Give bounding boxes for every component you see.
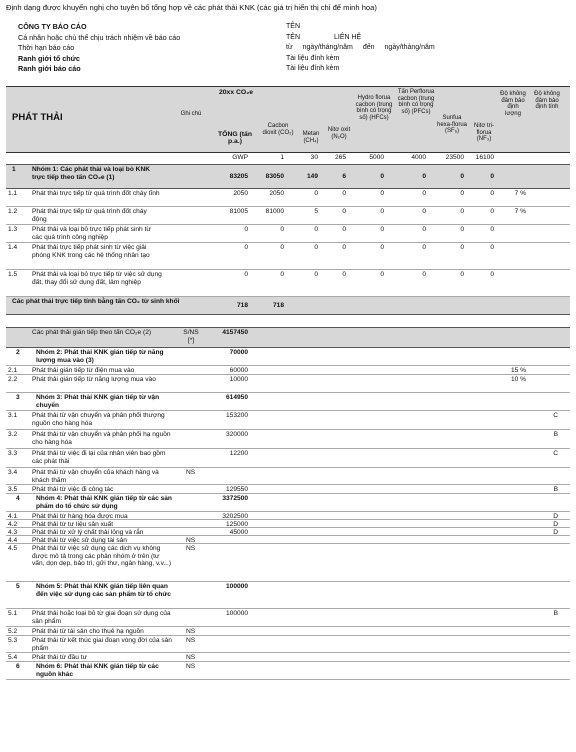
table-row xyxy=(6,366,570,375)
cell-n2o: 0 xyxy=(342,244,346,251)
cell-nf3: 0 xyxy=(490,226,494,233)
table-row xyxy=(6,375,570,393)
cell-total: 60000 xyxy=(229,367,248,374)
header-hfc: Hydro florua cacbon (trung bình có trọng số) (HFCs) xyxy=(355,95,393,121)
row-description: Phát thải từ tài sản cho thuê hạ nguồn xyxy=(32,628,144,635)
row-index: 2 xyxy=(16,349,20,356)
table-row xyxy=(6,520,570,528)
cell-nf3: 0 xyxy=(490,271,494,278)
row-description: Phát thải trực tiếp phát sinh từ việc giải phóng KNK trong các hệ thống nhân tạo xyxy=(32,244,150,259)
period-to-date: ngày/tháng/năm xyxy=(384,44,435,52)
cell-nf3: 0 xyxy=(490,244,494,251)
cell-sns: NS xyxy=(186,469,196,476)
row-index: 3.4 xyxy=(8,469,18,476)
table-row xyxy=(6,430,570,449)
row-description: Nhóm 5: Phát thải KNK gián tiếp liên quan đến việc sử dụng các sản phẩm từ tổ chức xyxy=(36,583,171,598)
cell-ch4: 149 xyxy=(306,173,318,180)
cell-sf6: 0 xyxy=(460,244,464,251)
indirect-header-total: 4157450 xyxy=(222,329,248,336)
cell-sns: NS xyxy=(186,663,196,670)
table-row xyxy=(6,636,570,653)
section-gap xyxy=(6,315,570,327)
cell-total: 100000 xyxy=(225,610,248,617)
group-row xyxy=(6,662,570,680)
group-row xyxy=(6,165,570,189)
header-title: PHÁT THẢI xyxy=(12,112,63,123)
row-index: 5.1 xyxy=(8,610,18,617)
cell-hfc: 0 xyxy=(380,208,384,215)
period-to: đến xyxy=(362,44,375,52)
cell-ch4: 0 xyxy=(314,244,318,251)
cell-hfc: 0 xyxy=(380,244,384,251)
row-index: 3.2 xyxy=(8,431,18,438)
header-year: 20xx CO₂e xyxy=(218,89,253,96)
cell-ut: D xyxy=(553,521,558,528)
cell-hfc: 0 xyxy=(380,190,384,197)
company-row xyxy=(18,22,558,33)
cell-n2o: 0 xyxy=(342,190,346,197)
org-boundary-row xyxy=(18,54,558,65)
cell-total: 3202500 xyxy=(222,513,248,520)
cell-sns: NS xyxy=(186,628,196,635)
row-description: Phát thải từ việc sử dụng các dịch vụ không được mô tả trong các phân nhóm ở trên (tư vấn, dọn dẹp, bảo trì, gửi thư, ngân hàng, v.v...) xyxy=(32,545,172,568)
table-row xyxy=(6,528,570,536)
cell-pfc: 0 xyxy=(422,271,426,278)
responsible-name: TÊN xyxy=(286,33,300,41)
cell-total: 0 xyxy=(244,226,248,233)
row-index: 1.1 xyxy=(8,190,18,197)
row-index: 4.3 xyxy=(8,529,18,536)
cell-nf3: 0 xyxy=(490,190,494,197)
row-index: 4.4 xyxy=(8,537,18,544)
cell-total: 129550 xyxy=(225,486,248,493)
row-description: Phát thải từ hàng hóa được mua xyxy=(32,513,128,520)
row-description: Phát thải từ vận chuyển và phân phối hạ nguồn cho hàng hóa xyxy=(32,431,171,446)
cell-total: 70000 xyxy=(229,349,248,356)
row-description: Phát thải hoặc loại bỏ từ giai đoạn sử dụng của sản phẩm xyxy=(32,610,171,625)
cell-pfc: 0 xyxy=(422,173,426,180)
cell-ut: C xyxy=(553,450,558,457)
row-index: 5 xyxy=(16,583,20,590)
gwp-label: GWP xyxy=(232,154,248,161)
cell-ch4: 0 xyxy=(314,271,318,278)
report-boundary-label: Ranh giới báo cáo xyxy=(18,64,81,74)
cell-sns: NS xyxy=(186,545,196,552)
cell-pfc: 0 xyxy=(422,244,426,251)
header-nf3: Nitơ tri-florua (NF₃) xyxy=(474,123,494,143)
row-index: 3.5 xyxy=(8,486,18,493)
table-row xyxy=(6,411,570,430)
row-description: Phát thải từ kết thúc giai đoạn vòng đời của sản phẩm xyxy=(32,637,172,652)
header-ch4: Metan (CH₄) xyxy=(302,131,320,144)
cell-n2o: 6 xyxy=(342,173,346,180)
group-row xyxy=(6,582,570,609)
gwp-n2o: 265 xyxy=(334,154,346,161)
row-index: 3.1 xyxy=(8,412,18,419)
biogenic-co2: 718 xyxy=(272,302,284,309)
row-description: Nhóm 3: Phát thải KNK gián tiếp từ vận chuyển xyxy=(36,394,160,409)
cell-total: 12200 xyxy=(229,450,248,457)
row-description: Phát thải từ vận chuyển của khách hàng và khách thăm xyxy=(32,469,159,484)
report-boundary-row xyxy=(18,64,558,75)
cell-total: 3372500 xyxy=(222,495,248,502)
table-row xyxy=(6,609,570,627)
table-row xyxy=(6,485,570,494)
row-description: Phát thải từ vận chuyển và phân phối thượng nguồn cho hàng hóa xyxy=(32,412,165,427)
cell-n2o: 0 xyxy=(342,226,346,233)
table-row xyxy=(6,189,570,207)
cell-nf3: 0 xyxy=(490,173,494,180)
cell-total: 81005 xyxy=(229,208,248,215)
row-index: 3.3 xyxy=(8,450,18,457)
header-total: TỔNG (tấn p.a.) xyxy=(218,131,252,146)
cell-total: 45000 xyxy=(229,529,248,536)
cell-sf6: 0 xyxy=(460,271,464,278)
table-row xyxy=(6,207,570,225)
gwp-sf6: 23500 xyxy=(445,154,464,161)
row-description: Phát thải từ đầu tư xyxy=(32,654,88,661)
period-row xyxy=(18,43,558,54)
cell-total: 100000 xyxy=(225,583,248,590)
emissions-table xyxy=(6,86,570,680)
group-row xyxy=(6,494,570,512)
row-description: Phát thải trực tiếp từ quá trình đốt cháy tĩnh xyxy=(32,190,160,197)
row-description: Phát thải từ tư liệu sản xuất xyxy=(32,521,114,528)
cell-sns: NS xyxy=(186,637,196,644)
cell-hfc: 0 xyxy=(380,271,384,278)
row-index: 2.1 xyxy=(8,367,18,374)
row-index: 1.4 xyxy=(8,244,18,251)
responsible-label: Cá nhân hoặc chủ thể chịu trách nhiệm về báo cáo xyxy=(18,32,181,42)
row-description: Phát thải từ việc sử dụng tài sản xyxy=(32,537,127,544)
cell-ch4: 0 xyxy=(314,190,318,197)
row-index: 1.5 xyxy=(8,271,18,278)
cell-total: 10000 xyxy=(229,376,248,383)
indirect-header-row xyxy=(6,327,570,348)
cell-total: 0 xyxy=(244,271,248,278)
row-index: 5.3 xyxy=(8,637,18,644)
responsible-row xyxy=(18,33,558,44)
row-index: 5.2 xyxy=(8,628,18,635)
cell-total: 83205 xyxy=(229,173,248,180)
cell-ch4: 5 xyxy=(314,208,318,215)
row-description: Phát thải từ xử lý chất thải lỏng và rắn xyxy=(32,529,144,536)
cell-co2: 0 xyxy=(280,271,284,278)
row-index: 4 xyxy=(16,495,20,502)
table-row xyxy=(6,627,570,636)
table-row xyxy=(6,653,570,662)
row-description: Nhóm 6: Phát thải KNK gián tiếp từ các nguồn khác xyxy=(36,663,159,678)
cell-co2: 2050 xyxy=(269,190,284,197)
gwp-hfc: 5000 xyxy=(369,154,384,161)
table-row xyxy=(6,270,570,297)
row-index: 1 xyxy=(12,166,16,173)
row-description: Nhóm 2: Phát thải KNK gián tiếp từ năng lượng mua vào (3) xyxy=(36,349,164,364)
cell-total: 2050 xyxy=(233,190,248,197)
row-description: Phát thải gián tiếp từ năng lượng mua vào xyxy=(32,376,156,383)
org-boundary-label: Ranh giới tổ chức xyxy=(18,53,80,63)
row-index: 3 xyxy=(16,394,20,401)
row-description: Phát thải gián tiếp từ điện mua vào xyxy=(32,367,135,374)
header-co2: Cacbon dioxit (CO₂) xyxy=(262,123,294,136)
company-value: TÊN xyxy=(286,23,300,31)
cell-ut: D xyxy=(553,529,558,536)
group-row xyxy=(6,393,570,411)
row-index: 4.1 xyxy=(8,513,18,520)
row-description: Nhóm 4: Phát thải KNK gián tiếp từ các sản phẩm do tổ chức sử dụng xyxy=(36,495,172,510)
table-row xyxy=(6,449,570,468)
table-row xyxy=(6,468,570,485)
cell-ut: B xyxy=(553,431,558,438)
cell-uq: 7 % xyxy=(514,208,526,215)
report-info xyxy=(18,22,558,75)
cell-sf6: 0 xyxy=(460,208,464,215)
row-index: 1.2 xyxy=(8,208,18,215)
cell-ch4: 0 xyxy=(314,226,318,233)
cell-ut: D xyxy=(553,513,558,520)
cell-total: 125000 xyxy=(225,521,248,528)
org-boundary-value: Tài liệu đính kèm xyxy=(286,54,340,62)
header-note: Ghi chú xyxy=(180,111,202,117)
direct-emissions xyxy=(6,165,570,297)
cell-co2: 0 xyxy=(280,226,284,233)
indirect-header-sns: S/NS [*] xyxy=(183,329,199,344)
cell-n2o: 0 xyxy=(342,208,346,215)
gwp-pfc: 4000 xyxy=(411,154,426,161)
company-label: CÔNG TY BÁO CÁO xyxy=(18,22,87,32)
cell-nf3: 0 xyxy=(490,208,494,215)
cell-co2: 81000 xyxy=(265,208,284,215)
cell-co2: 0 xyxy=(280,244,284,251)
report-boundary-value: Tài liệu đính kèm xyxy=(286,65,340,73)
cell-sns: NS xyxy=(186,654,196,661)
header-pfc: Tấn Perflorua cacbon (trung bình có trọng số) (PFCs) xyxy=(397,89,435,115)
cell-n2o: 0 xyxy=(342,271,346,278)
row-index: 6 xyxy=(16,663,20,670)
indirect-header-label: Các phát thải gián tiếp theo tấn CO₂e (2) xyxy=(32,329,152,336)
cell-sf6: 0 xyxy=(460,226,464,233)
document-title: Định dạng được khuyến nghị cho tuyên bố tổng hợp về các phát thải KNK (các giá trị hiển thị chỉ để minh họa) xyxy=(6,3,377,12)
table-row xyxy=(6,512,570,520)
table-row xyxy=(6,544,570,582)
cell-pfc: 0 xyxy=(422,190,426,197)
row-index: 5.4 xyxy=(8,654,18,661)
header-sf6: Sunfua hexa-florua (SF₆) xyxy=(436,115,468,135)
cell-pfc: 0 xyxy=(422,226,426,233)
cell-total: 0 xyxy=(244,244,248,251)
cell-ut: C xyxy=(553,412,558,419)
cell-total: 614950 xyxy=(225,394,248,401)
row-index: 4.5 xyxy=(8,545,18,552)
cell-total: 320000 xyxy=(225,431,248,438)
cell-sns: NS xyxy=(186,537,196,544)
gwp-co2: 1 xyxy=(280,154,284,161)
biogenic-total: 718 xyxy=(236,302,248,309)
cell-ut: B xyxy=(553,486,558,493)
cell-pfc: 0 xyxy=(422,208,426,215)
group-row xyxy=(6,348,570,366)
cell-sf6: 0 xyxy=(460,173,464,180)
cell-uq: 15 % xyxy=(510,367,526,374)
biogenic-label: Các phát thải trực tiếp tính bằng tấn CO₂ từ sinh khối xyxy=(12,298,180,305)
row-description: Phát thải và loại bỏ trực tiếp phát sinh từ các quá trình công nghiệp xyxy=(32,226,151,241)
biogenic-row xyxy=(6,297,570,315)
period-label: Thời hạn báo cáo xyxy=(18,43,75,53)
table-row xyxy=(6,225,570,243)
cell-co2: 83050 xyxy=(265,173,284,180)
row-description: Nhóm 1: Các phát thải và loại bỏ KNK trực tiếp theo tấn CO₂e (1) xyxy=(32,166,150,181)
header-n2o: Nitơ oxit (N₂O) xyxy=(327,127,351,140)
row-description: Phát thải và loại bỏ trực tiếp từ việc sử dụng đất, thay đổi sử dụng đất, lâm nghiệp xyxy=(32,271,162,286)
table-row xyxy=(6,243,570,270)
indirect-emissions xyxy=(6,348,570,680)
row-index: 2.2 xyxy=(8,376,18,383)
cell-uq: 10 % xyxy=(510,376,526,383)
row-description: Phát thải từ việc đi công tác xyxy=(32,486,114,493)
cell-uq: 7 % xyxy=(514,190,526,197)
row-index: 4.2 xyxy=(8,521,18,528)
cell-sf6: 0 xyxy=(460,190,464,197)
gwp-row xyxy=(6,153,570,165)
table-row xyxy=(6,536,570,544)
header-unc-quantitative: Độ không đảm bảo định lượng xyxy=(500,91,526,117)
cell-ut: B xyxy=(553,610,558,617)
gwp-ch4: 30 xyxy=(310,154,318,161)
cell-hfc: 0 xyxy=(380,173,384,180)
responsible-contact: LIÊN HỆ xyxy=(334,33,362,41)
cell-total: 153200 xyxy=(225,412,248,419)
period-from-date: ngày/tháng/năm xyxy=(302,44,353,52)
row-description: Phát thải trực tiếp từ quá trình đốt cháy động xyxy=(32,208,147,223)
period-from: từ xyxy=(286,44,293,52)
row-index: 1.3 xyxy=(8,226,18,233)
table-header xyxy=(6,87,570,153)
cell-hfc: 0 xyxy=(380,226,384,233)
gwp-nf3: 16100 xyxy=(475,154,494,161)
row-description: Phát thải từ việc đi lại của nhân viên bao gồm các phát thải xyxy=(32,450,166,465)
header-unc-qualitative: Độ không đảm bảo định tính xyxy=(534,91,560,111)
